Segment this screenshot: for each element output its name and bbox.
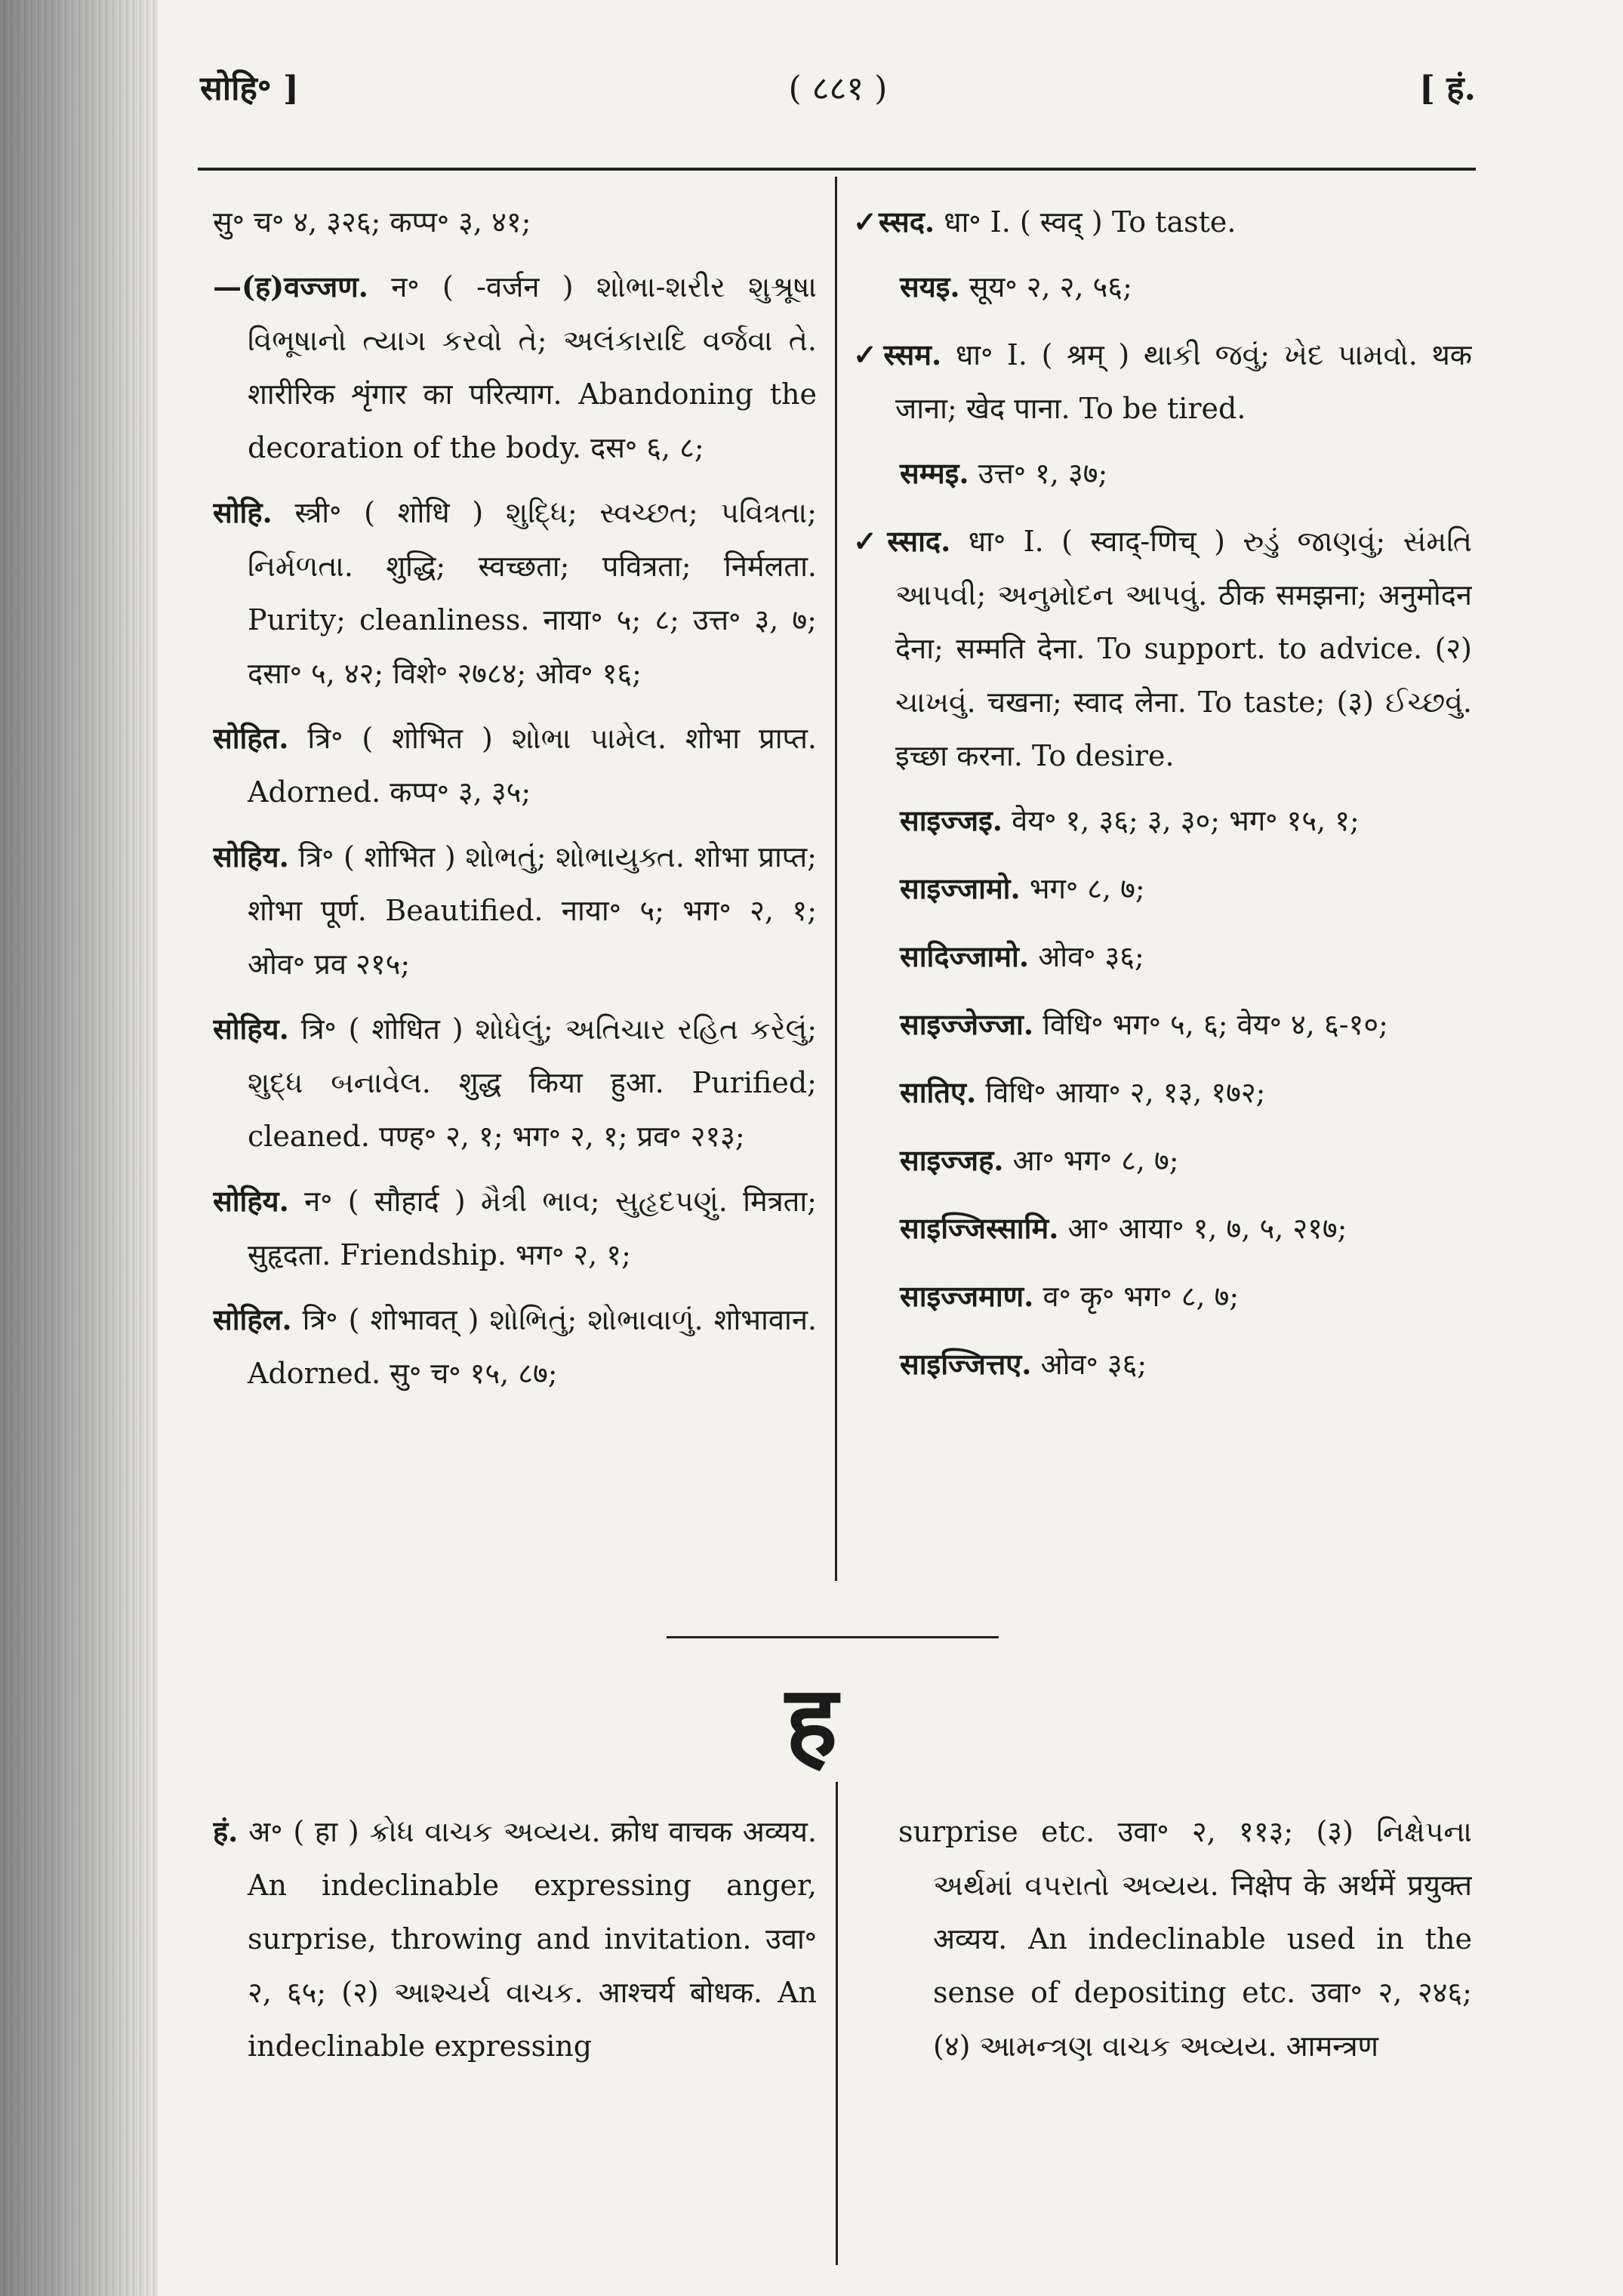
sub-form <box>900 1133 1472 1188</box>
column-divider <box>836 1782 838 2265</box>
sub-form-refs: सूय॰ २, २, ५६; <box>969 270 1132 304</box>
entry-text: त्रि॰ ( शोभित ) શોભા પામેલ. शोभा प्राप्त. Adorned. कप्प॰ ३, ३५; <box>248 722 817 809</box>
entry-text: धा॰ I. ( स्वाद्-णिच् ) રુડું જાણવું; સંમતિ આપવી; અનુમોદન આપવું. ठीक समझना; अनुमोदन देना; सम्मति देना. To support. to advice. (२) ચાખવું. चखना; स्वाद लेना. To taste; (३) ઈચ્છવું. इच्छा करना. To desire. <box>895 525 1472 772</box>
column-divider <box>835 177 837 1581</box>
entry-headword: सोहिय. <box>213 1184 289 1218</box>
entry-text: स्त्री॰ ( शोधि ) શુદ્ધિ; સ્વચ્છત; પવિત્રતા; નિર્મળતા. शुद्धि; स्वच्छता; पवित्रता; निर्मलता. Purity; cleanliness. नाया॰ ५; ८; उत्त॰ ३, ७; दसा॰ ५, ४२; विशे॰ २७८४; ओव॰ १६; <box>248 496 817 690</box>
dictionary-entry <box>213 195 817 249</box>
sub-form-refs: व॰ कृ॰ भग॰ ८, ७; <box>1042 1280 1240 1313</box>
sub-form-word: सादिज्जामो. <box>900 939 1030 973</box>
entry-text: surprise etc. उवा॰ २, ११३; (३) નિક્ષેપના અર્થમાં વપરાતો અવ્યય. निक्षेप के अर्थमें प्रयुक्त अव्यय. An indeclinable used in the sense of depositing etc. उवा॰ २, २४६; (४) આમન્ત્રણ વાચક અવ્યય. आमन्त्रण <box>898 1815 1472 2063</box>
page-number: ( ८८१ ) <box>788 69 888 108</box>
entry-text: अ॰ ( हा ) ક્રોધ વાચક અવ્યય. क्रोध वाचक अव्यय. An indeclinable expressing anger, surprise, throwing and invitation. उवा॰ २, ६५; (२) આશ્ચર્ય વાચક. आश्चर्य बोधक. An indeclinable expressing <box>248 1815 817 2063</box>
entry-headword: सोहिय. <box>213 1012 289 1046</box>
sub-form-word: साइज्जेज्जा. <box>900 1007 1034 1041</box>
root-headword: ✓ स्सद. <box>853 205 935 239</box>
sub-form-refs: ओव॰ ३६; <box>1040 1348 1147 1381</box>
dictionary-entry <box>213 485 817 701</box>
sub-form <box>900 446 1472 501</box>
entry-text: न॰ ( सौहार्द ) મૈત્રી ભાવ; સુહૃદપણું. मित्रता; सुहृदता. Friendship. भग॰ २, १; <box>248 1185 817 1271</box>
right-column-bottom <box>898 1804 1472 2257</box>
entry-text: न॰ ( -वर्जन ) શોભા-શરીર શુશ્રૂષા વિભૂષાનો ત્યાગ કરવો તે; અલંકારાદિ વર્જવા તે. शारीरिक शृंगार का परित्याग. Abandoning the decoration of the body. दस॰ ६, ८; <box>248 270 817 464</box>
right-column-top <box>853 195 1472 1592</box>
sub-form <box>900 794 1472 848</box>
sub-form-refs: वेय॰ १, ३६; ३, ३०; भग॰ १५, १; <box>1012 804 1360 837</box>
entry-text: त्रि॰ ( शोभावत् ) શોભિતું; શોભાવાળું. शोभावान. Adorned. सु॰ च॰ १५, ८७; <box>248 1303 817 1390</box>
entry-headword: सोहि. <box>213 495 273 529</box>
section-rule <box>667 1636 999 1638</box>
sub-form-refs: भग॰ ८, ७; <box>1029 872 1145 905</box>
sub-form-refs: उत्त॰ १, ३७; <box>978 457 1108 490</box>
entry-headword: सोहिय. <box>213 840 289 874</box>
dictionary-entry <box>213 711 817 819</box>
sub-form-word: साइज्जित्तए. <box>900 1347 1032 1381</box>
sub-form <box>900 260 1472 314</box>
dictionary-entry <box>213 1002 817 1163</box>
root-headword: ✓ स्सम. <box>853 337 941 371</box>
sub-form-refs: ओव॰ ३६; <box>1038 940 1144 973</box>
entry-text: धा॰ I. ( स्वद् ) To taste. <box>944 205 1236 239</box>
dictionary-entry <box>213 1804 817 2073</box>
sub-form-word: सातिए. <box>900 1075 977 1109</box>
dictionary-entry <box>213 260 817 475</box>
sub-form-word: सम्मइ. <box>900 456 969 490</box>
sub-form-word: सयइ. <box>900 270 960 304</box>
entry-text: धा॰ I. ( श्रम् ) થાકી જવું; ખેદ પામવો. थक जाना; खेद पाना. To be tired. <box>895 338 1472 425</box>
dictionary-entry <box>213 1293 817 1401</box>
dictionary-entry <box>213 1174 817 1282</box>
sub-form <box>900 929 1472 984</box>
entry-headword: सोहिल. <box>213 1302 292 1336</box>
entry-headword: हं. <box>213 1814 239 1848</box>
sub-form-refs: आ॰ भग॰ ८, ७; <box>1012 1144 1179 1177</box>
header-rule <box>198 168 1476 171</box>
sub-form-word: साइज्जह. <box>900 1143 1004 1177</box>
sub-form <box>900 1065 1472 1120</box>
entry-text: त्रि॰ ( शोधित ) શોધેલું; અતિચાર રહિત કરેલું; શુદ્ધ બનાવેલ. शुद्ध किया हुआ. Purified; cleaned. पण्ह॰ २, १; भग॰ २, १; प्रव॰ २१३; <box>248 1012 817 1153</box>
sub-form-word: साइज्जिस्सामि. <box>900 1211 1059 1245</box>
dictionary-entry <box>853 195 1472 249</box>
dictionary-entry <box>853 514 1472 783</box>
book-spine-shadow <box>0 0 159 2296</box>
sub-form-refs: आ॰ आया॰ १, ७, ५, २१७; <box>1067 1212 1347 1245</box>
entry-text: सु॰ च॰ ४, ३२६; कप्प॰ ३, ४१; <box>213 205 531 239</box>
sub-form-refs: विधि॰ आया॰ २, १३, १७२; <box>985 1076 1266 1109</box>
page-header <box>200 64 1476 125</box>
entry-headword: —(ह)वज्जण. <box>213 270 368 304</box>
sub-form <box>900 861 1472 916</box>
sub-form-word: साइज्जमाण. <box>900 1279 1034 1313</box>
dictionary-entry <box>853 328 1472 436</box>
header-right-guide-word: [ हं. <box>1419 69 1476 108</box>
entry-text: त्रि॰ ( शोभित ) શોભતું; શોભાયુક્ત. शोभा प्राप्त; शोभा पूर्ण. Beautified. नाया॰ ५; भग॰ २, १; ओव॰ प्रव २१५; <box>248 840 817 981</box>
entry-headword: सोहित. <box>213 721 289 755</box>
sub-form <box>900 997 1472 1052</box>
header-left-guide-word: सोहि॰ ] <box>200 69 299 108</box>
section-letter: ह <box>785 1663 838 1779</box>
sub-form <box>900 1201 1472 1256</box>
sub-form-word: साइज्जइ. <box>900 803 1003 837</box>
dictionary-entry <box>213 830 817 991</box>
left-column-bottom <box>213 1804 817 2257</box>
root-headword: ✓ स्साद. <box>853 524 950 558</box>
sub-form-refs: विधि॰ भग॰ ५, ६; वेय॰ ४, ६-१०; <box>1042 1008 1388 1041</box>
sub-form-word: साइज्जामो. <box>900 871 1021 905</box>
sub-form <box>900 1269 1472 1324</box>
left-column-top <box>213 195 817 1592</box>
sub-form <box>900 1337 1472 1391</box>
dictionary-entry <box>898 1804 1472 2073</box>
